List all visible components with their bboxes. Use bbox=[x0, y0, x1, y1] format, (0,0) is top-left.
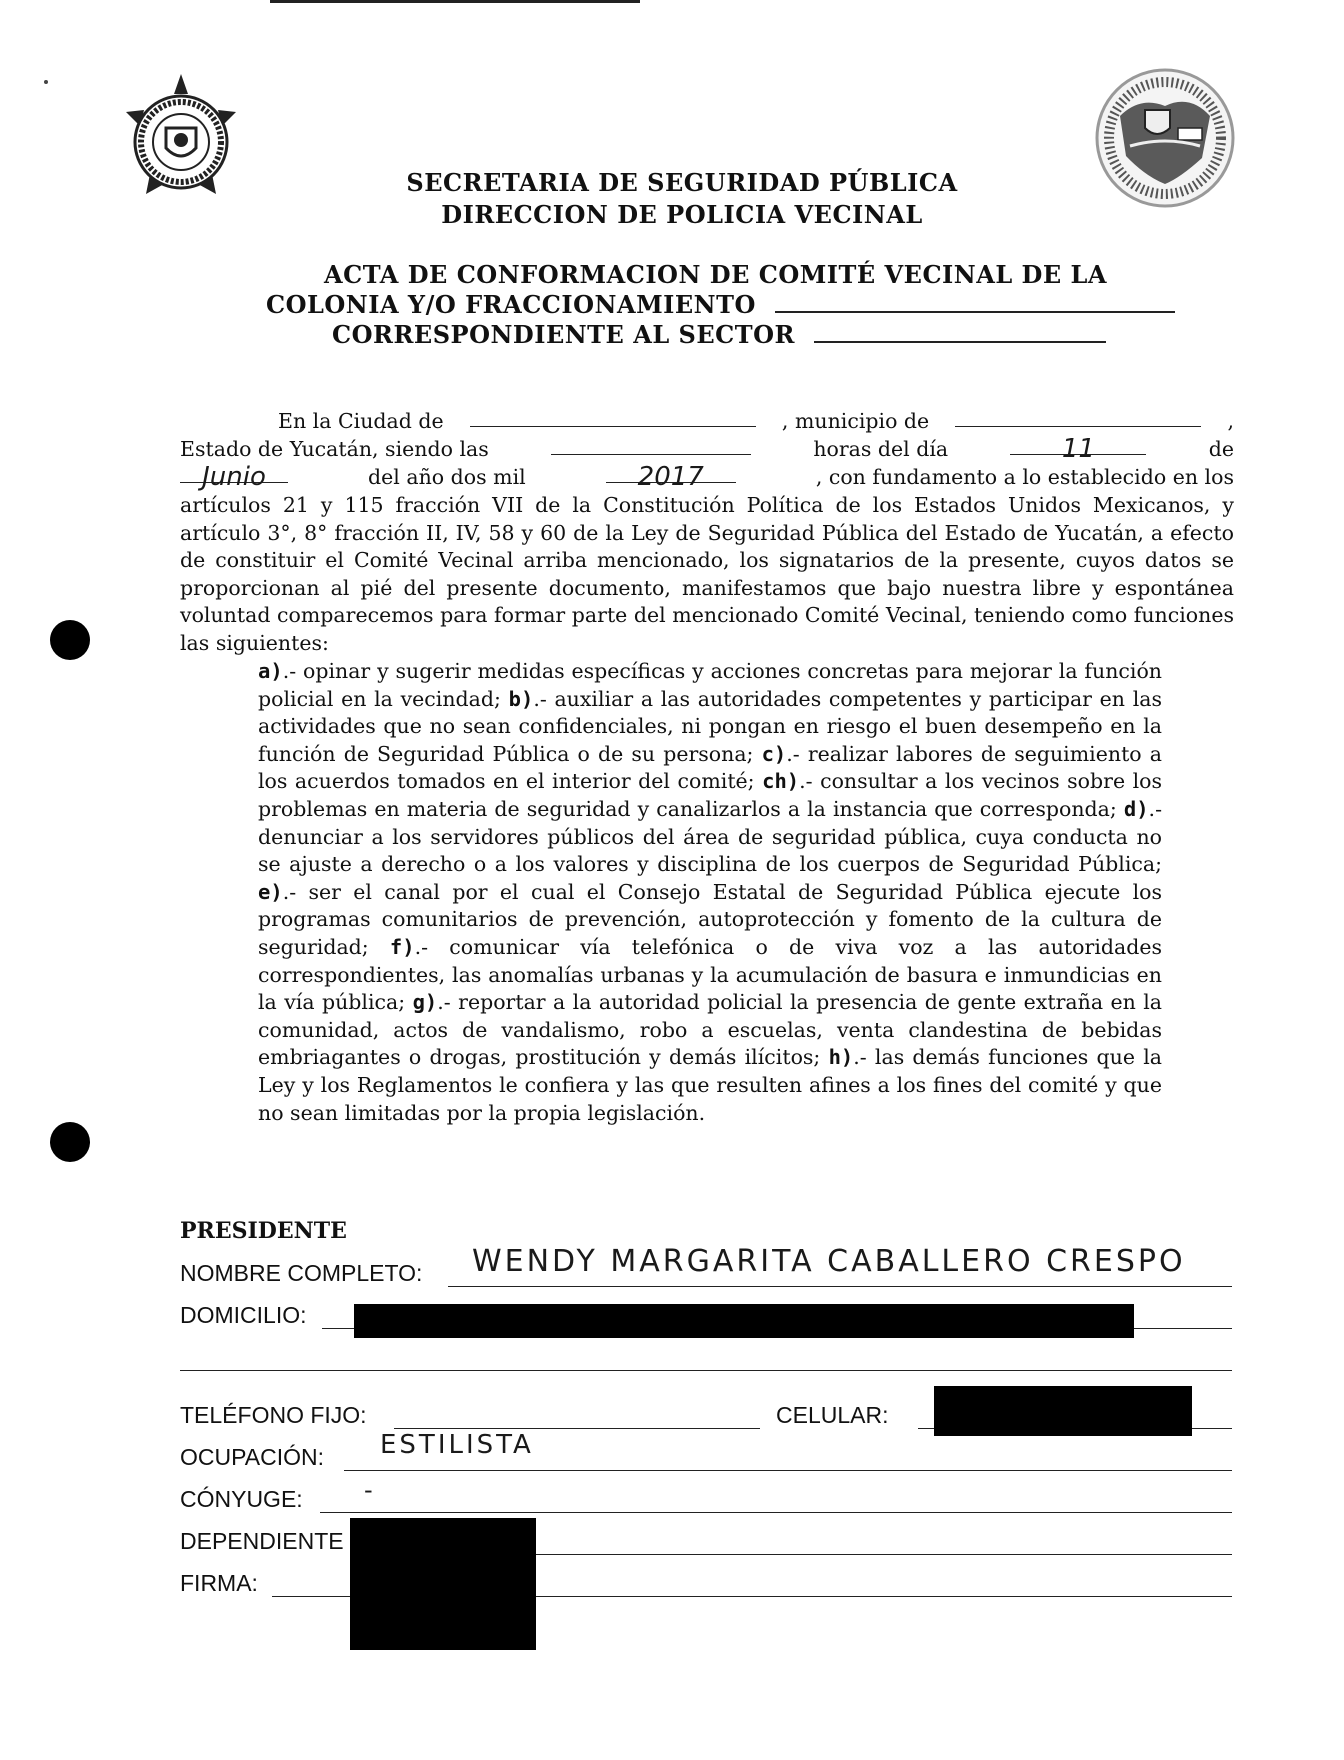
function-text-d: .- denunciar a los servidores públicos del área de seguridad pública, cuya conducta no se ajuste a derecho o a los valores y disciplina de los cuerpos de Seguridad Pública; bbox=[258, 796, 1162, 877]
dia-handwritten: 11 bbox=[1061, 434, 1095, 464]
function-text-a: .- opinar y sugerir medidas específicas y acciones concretas para mejorar la función policial en la vecindad; bbox=[258, 659, 1162, 711]
function-letter-c: c) bbox=[761, 741, 787, 766]
conyuge-field[interactable] bbox=[320, 1512, 1232, 1513]
function-letter-d: d) bbox=[1123, 796, 1149, 821]
title-sector-label: CORRESPONDIENTE AL SECTOR bbox=[332, 320, 795, 349]
domicilio-label: DOMICILIO: bbox=[180, 1302, 307, 1328]
scan-top-line bbox=[270, 0, 640, 3]
intro-row-2 bbox=[180, 436, 1234, 464]
ocupacion-label: OCUPACIÓN: bbox=[180, 1444, 324, 1470]
presidente-heading: PRESIDENTE bbox=[180, 1218, 347, 1244]
nombre-label: NOMBRE COMPLETO: bbox=[180, 1260, 423, 1286]
telefono-label: TELÉFONO FIJO: bbox=[180, 1402, 367, 1428]
municipio-label: , municipio de bbox=[781, 409, 930, 433]
comma-text: , bbox=[1227, 409, 1234, 433]
function-text-g: .- reportar a la autoridad policial la presencia de gente extraña en la comunidad, actos de vandalismo, robo a escuelas, venta clandestina de bebidas embriagantes o drogas, prostitución y demás ilícitos; bbox=[258, 990, 1163, 1070]
scan-speck bbox=[44, 80, 48, 84]
conyuge-handwritten: - bbox=[364, 1476, 376, 1504]
nombre-handwritten: WENDY MARGARITA CABALLERO CRESPO bbox=[472, 1244, 1186, 1279]
mes-handwritten: Junio bbox=[202, 462, 266, 492]
domicilio-field-2[interactable] bbox=[180, 1370, 1232, 1371]
de-label: de bbox=[1208, 437, 1234, 461]
header-direccion: DIRECCION DE POLICIA VECINAL bbox=[441, 200, 923, 229]
function-letter-ch: ch) bbox=[762, 769, 800, 794]
function-letter-b: b) bbox=[508, 686, 534, 711]
conyuge-label: CÓNYUGE: bbox=[180, 1486, 303, 1512]
title-line-1: ACTA DE CONFORMACION DE COMITÉ VECINAL DE LA bbox=[324, 260, 1108, 289]
colonia-blank[interactable] bbox=[775, 311, 1175, 313]
function-text-f: .- comunicar vía telefónica o de viva voz a las autoridades correspondientes, las anomalías urbanas y la acumulación de basura e inmundicias en la vía pública; bbox=[258, 934, 1162, 1015]
estado-text: Estado de Yucatán, siendo las bbox=[180, 437, 489, 461]
intro-paragraph: artículos 21 y 115 fracción VII de la Constitución Política de los Estados Unidos Mexicanos, y artículo 3°, 8° fracción II, IV, 58 y 60 de la Ley de Seguridad Pública del Estado de Yucatán, a efecto de constituir el Comité Vecinal arriba mencionado, los signatarios de la presente, cuyos datos se proporcionan al pié del presente documento, manifestamos que bajo nuestra libre y espontánea voluntad comparecemos para formar parte del mencionado Comité Vecinal, teniendo como funciones las siguientes: bbox=[180, 493, 1234, 655]
anio-blank[interactable] bbox=[606, 462, 736, 492]
horas-label: horas del día bbox=[813, 437, 949, 461]
hole-punch-bottom bbox=[50, 1122, 90, 1162]
function-text-b: .- auxiliar a las autoridades competentes y participar en las actividades que no sean confidenciales, ni pongan en riesgo el buen desempeño en la función de Seguridad Pública o de su persona; bbox=[258, 686, 1162, 766]
redaction-dependientes-firma bbox=[350, 1518, 536, 1650]
dependientes-label: DEPENDIENTE bbox=[180, 1528, 344, 1554]
celular-label: CELULAR: bbox=[776, 1402, 889, 1428]
anio-handwritten: 2017 bbox=[637, 462, 704, 492]
ocupacion-field[interactable] bbox=[344, 1470, 1232, 1471]
function-text-c: .- realizar labores de seguimiento a los acuerdos tomados en el interior del comité; bbox=[258, 741, 1162, 794]
functions-list bbox=[258, 658, 1162, 1127]
firma-label: FIRMA: bbox=[180, 1570, 258, 1596]
dia-blank[interactable] bbox=[1010, 434, 1146, 464]
intro-row-1 bbox=[278, 408, 1234, 436]
horas-blank[interactable] bbox=[551, 436, 751, 455]
function-text-e: .- ser el canal por el cual el Consejo Estatal de Seguridad Pública ejecute los programas comunitarios de prevención, autoprotección y fomento de la cultura de seguridad; bbox=[258, 879, 1162, 959]
mes-blank[interactable] bbox=[180, 462, 288, 492]
nombre-field[interactable] bbox=[448, 1286, 1232, 1287]
title-line-3 bbox=[332, 320, 1106, 349]
function-letter-g: g) bbox=[412, 990, 438, 1015]
ocupacion-handwritten: ESTILISTA bbox=[380, 1430, 534, 1460]
function-text-ch: .- consultar a los vecinos sobre los problemas en materia de seguridad y canalizarlos a la instancia que corresponda; bbox=[258, 769, 1162, 821]
ciudad-label: En la Ciudad de bbox=[278, 409, 444, 433]
sector-blank[interactable] bbox=[814, 341, 1106, 343]
header-secretaria: SECRETARIA DE SEGURIDAD PÚBLICA bbox=[406, 168, 958, 197]
dependientes-field[interactable] bbox=[536, 1554, 1232, 1555]
fundamento-text: , con fundamento a lo establecido en los bbox=[815, 465, 1234, 489]
title-colonia-label: COLONIA Y/O FRACCIONAMIENTO bbox=[266, 290, 756, 319]
intro-row-3 bbox=[180, 464, 1234, 492]
redaction-domicilio bbox=[354, 1304, 1134, 1338]
telefono-field[interactable] bbox=[394, 1428, 760, 1429]
hole-punch-top bbox=[50, 620, 90, 660]
ciudad-blank[interactable] bbox=[470, 408, 756, 427]
function-text-h: .- las demás funciones que la Ley y los Reglamentos le confiera y las que resulten afines a los fines del comité y que no sean limitadas por la propia legislación. bbox=[258, 1045, 1162, 1125]
function-letter-e: e) bbox=[258, 879, 283, 904]
municipio-blank[interactable] bbox=[955, 408, 1201, 427]
redaction-celular bbox=[934, 1386, 1192, 1436]
function-letter-a: a) bbox=[258, 659, 283, 683]
title-line-2 bbox=[266, 290, 1175, 319]
function-letter-f: f) bbox=[389, 934, 415, 959]
function-letter-h: h) bbox=[828, 1045, 854, 1070]
anio-label: del año dos mil bbox=[368, 465, 526, 489]
